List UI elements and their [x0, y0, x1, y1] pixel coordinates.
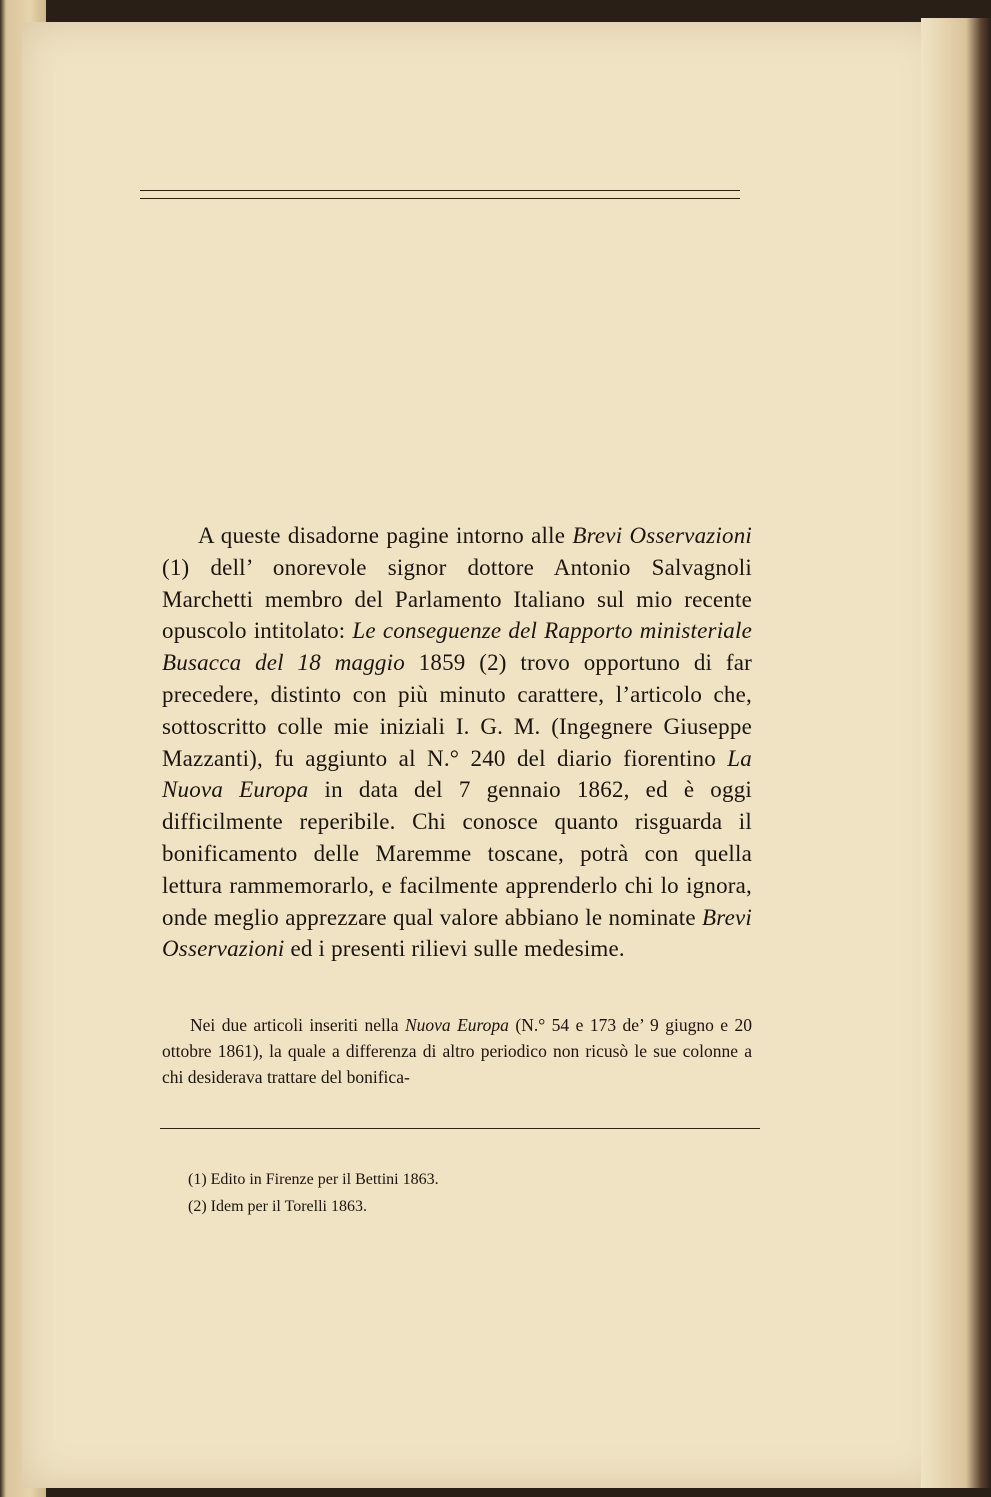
footnote-1: (1) Edito in Firenze per il Bettini 1863.: [188, 1171, 439, 1188]
main-paragraph: [162, 520, 752, 965]
italic-title: Brevi Osservazioni: [162, 904, 752, 962]
text-segment: (1) dell’ onorevole signor dottore Antonio Salvagnoli Marchetti membro del Parlamento Italiano sul mio recente opuscolo intitolato:: [162, 554, 752, 644]
text-segment: in data del 7 gennaio 1862, ed è oggi difficilmente reperibile. Chi conosce quanto risguarda il bonificamento delle Maremme toscane, potrà con quella lettura rammemorarlo, e facilmente apprenderlo chi lo ignora, onde meglio apprezzare qual valore abbiano le nominate: [162, 777, 752, 930]
header-rule-line: [140, 198, 740, 199]
italic-title: Brevi Osservazioni: [572, 523, 753, 548]
page-edge: [921, 18, 991, 1488]
header-double-rule: [140, 190, 740, 208]
main-paragraph-text: [162, 520, 752, 965]
text-segment: ed i presenti rilievi sulle medesime.: [284, 936, 625, 962]
footnote-rule: [160, 1128, 760, 1129]
italic-title: Le conseguenze del Rapporto ministeriale Busacca del 18 maggio: [162, 618, 752, 676]
text-segment: A queste disadorne pagine intorno alle: [198, 523, 573, 548]
text-segment: 1859 (2) trovo opportuno di far precedere, distinto con più minuto carattere, l’articolo che, sottoscritto colle mie iniziali I. G. M. (Ingegnere Giuseppe Mazzanti), fu aggiunto al N.° 240 del diario fiorentino: [162, 650, 753, 771]
italic-title: La Nuova Europa: [162, 745, 752, 803]
article-excerpt-text: [162, 1012, 752, 1090]
footnote-2: (2) Idem per il Torelli 1863.: [188, 1198, 367, 1215]
text-segment: (N.° 54 e 173 de’ 9 giugno e 20 ottobre 1861), la quale a differenza di altro periodico non ricusò le sue colonne a chi desiderava trattare del bonifica-: [162, 1015, 752, 1087]
text-segment: Nei due articoli inseriti nella: [190, 1015, 405, 1035]
header-rule-line: [140, 190, 740, 191]
italic-title: Nuova Europa: [404, 1015, 509, 1035]
article-excerpt: [162, 1012, 752, 1090]
footnotes: [188, 1166, 688, 1220]
